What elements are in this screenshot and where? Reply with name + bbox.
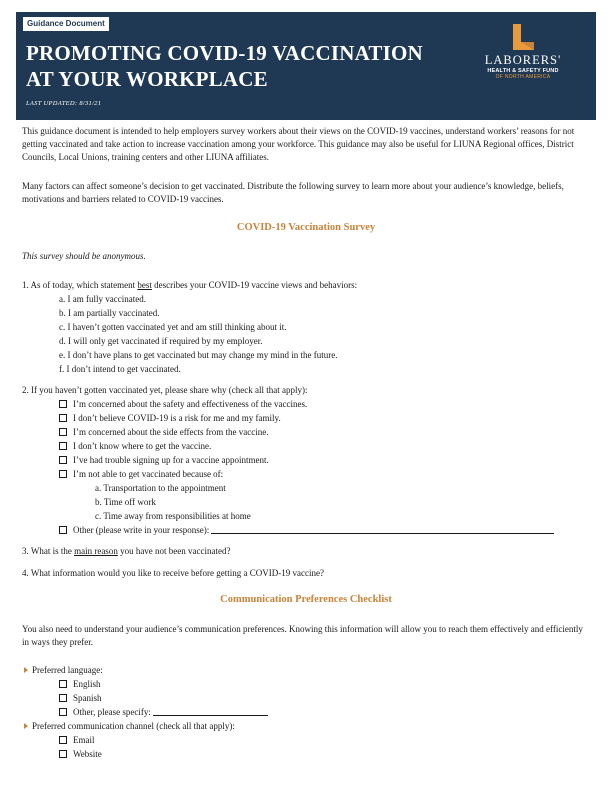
q1-option[interactable]: e. I don’t have plans to get vaccinated but may change my mind in the future. bbox=[59, 350, 338, 360]
checkbox-label: I’m not able to get vaccinated because of: bbox=[73, 469, 224, 479]
q1-option[interactable]: d. I will only get vaccinated if required by my employer. bbox=[59, 336, 263, 346]
q2-checkbox-item[interactable] bbox=[59, 398, 307, 411]
logo-subtitle-region: OF NORTH AMERICA bbox=[495, 74, 551, 80]
checkbox-label: I don’t believe COVID-19 is a risk for me and my family. bbox=[73, 413, 281, 423]
q2-sub-option: a. Transportation to the appointment bbox=[95, 483, 226, 493]
question-3 bbox=[22, 545, 231, 558]
question-1-emphasis: best bbox=[137, 280, 152, 290]
q1-option[interactable]: c. I haven’t gotten vaccinated yet and am still thinking about it. bbox=[59, 322, 287, 332]
channel-label bbox=[24, 720, 235, 733]
checkbox-label: I don’t know where to get the vaccine. bbox=[73, 441, 212, 451]
language-option-other[interactable] bbox=[59, 706, 268, 719]
question-3-emphasis: main reason bbox=[74, 546, 118, 556]
language-label bbox=[24, 664, 103, 677]
channel-option[interactable] bbox=[59, 734, 95, 747]
last-updated: LAST UPDATED: 8/31/21 bbox=[26, 100, 102, 107]
checkbox-label: English bbox=[73, 679, 101, 689]
question-3-text: 3. What is the bbox=[22, 546, 75, 556]
checkbox[interactable] bbox=[59, 442, 67, 450]
triangle-bullet-icon bbox=[24, 667, 28, 673]
logo-name: LABORERS' bbox=[484, 53, 562, 67]
header-banner bbox=[16, 12, 596, 120]
intro-paragraph-2: Many factors can affect someone’s decision to get vaccinated. Distribute the following survey to learn more about your audience’s knowledge, beliefs, motivations and barriers related to COVID-19 vaccines. bbox=[22, 181, 564, 204]
question-4: 4. What information would you like to receive before getting a COVID-19 vaccine? bbox=[22, 568, 324, 578]
language-option[interactable] bbox=[59, 678, 101, 691]
checkbox[interactable] bbox=[59, 414, 67, 422]
checkbox-label: I’ve had trouble signing up for a vaccine appointment. bbox=[73, 455, 269, 465]
checkbox-label: Email bbox=[73, 735, 95, 745]
checkbox[interactable] bbox=[59, 750, 67, 758]
question-3-text-end: you have not been vaccinated? bbox=[117, 546, 231, 556]
q2-checkbox-item[interactable] bbox=[59, 440, 211, 453]
q2-checkbox-other[interactable] bbox=[59, 524, 554, 537]
question-1-text-end: describes your COVID-19 vaccine views and behaviors: bbox=[151, 280, 358, 290]
language-label-text: Preferred language: bbox=[32, 665, 103, 675]
checkbox-label: Website bbox=[73, 749, 102, 759]
survey-note: This survey should be anonymous. bbox=[22, 251, 146, 261]
q1-option[interactable]: a. I am fully vaccinated. bbox=[59, 294, 146, 304]
q2-checkbox-item[interactable] bbox=[59, 468, 223, 481]
question-2: 2. If you haven’t gotten vaccinated yet, please share why (check all that apply): bbox=[22, 385, 308, 395]
triangle-bullet-icon bbox=[24, 723, 28, 729]
laborers-logo bbox=[468, 22, 578, 80]
checkbox[interactable] bbox=[59, 456, 67, 464]
write-in-line[interactable] bbox=[153, 707, 268, 716]
laborers-l-icon bbox=[508, 22, 538, 52]
q2-checkbox-item[interactable] bbox=[59, 454, 269, 467]
survey-title: COVID-19 Vaccination Survey bbox=[236, 222, 376, 233]
checkbox[interactable] bbox=[59, 526, 67, 534]
q1-option[interactable]: b. I am partially vaccinated. bbox=[59, 308, 160, 318]
checkbox[interactable] bbox=[59, 680, 67, 688]
checkbox[interactable] bbox=[59, 694, 67, 702]
checkbox[interactable] bbox=[59, 470, 67, 478]
q2-sub-option: c. Time away from responsibilities at home bbox=[95, 511, 251, 521]
question-1 bbox=[22, 279, 357, 292]
checkbox-label: Other, please specify: bbox=[73, 707, 151, 717]
checkbox-label: Other (please write in your response): bbox=[73, 525, 210, 535]
document-tag: Guidance Document bbox=[23, 17, 109, 31]
page-title bbox=[26, 40, 456, 92]
channel-label-text: Preferred communication channel (check all that apply): bbox=[32, 721, 235, 731]
language-option[interactable] bbox=[59, 692, 102, 705]
checkbox[interactable] bbox=[59, 400, 67, 408]
write-in-line[interactable] bbox=[211, 525, 554, 534]
comm-title: Communication Preferences Checklist bbox=[220, 594, 392, 605]
title-line-2: AT YOUR WORKPLACE bbox=[26, 67, 268, 91]
checkbox[interactable] bbox=[59, 708, 67, 716]
checkbox[interactable] bbox=[59, 428, 67, 436]
comm-intro: You also need to understand your audience’s communication preferences. Knowing this information will allow you to reach them effectively and efficiently in ways they prefer. bbox=[22, 624, 583, 647]
title-line-1: PROMOTING COVID-19 VACCINATION bbox=[26, 41, 423, 65]
checkbox-label: I’m concerned about the side effects from the vaccine. bbox=[73, 427, 269, 437]
intro-paragraph-1: This guidance document is intended to help employers survey workers about their views on the COVID-19 vaccines, understand workers’ reasons for not getting vaccinated and take action to increase vaccination among your workforce. This guidance may also be useful for LIUNA Regional offices, District Councils, Local Unions, training centers and other LIUNA affiliates. bbox=[22, 126, 575, 162]
q2-checkbox-item[interactable] bbox=[59, 426, 269, 439]
logo-subtitle: HEALTH & SAFETY FUND bbox=[487, 68, 559, 74]
question-1-text: 1. As of today, which statement bbox=[22, 280, 138, 290]
q2-sub-option: b. Time off work bbox=[95, 497, 156, 507]
q1-option[interactable]: f. I don’t intend to get vaccinated. bbox=[59, 364, 181, 374]
q2-checkbox-item[interactable] bbox=[59, 412, 281, 425]
checkbox-label: Spanish bbox=[73, 693, 102, 703]
channel-option[interactable] bbox=[59, 748, 102, 761]
checkbox-label: I’m concerned about the safety and effectiveness of the vaccines. bbox=[73, 399, 308, 409]
checkbox[interactable] bbox=[59, 736, 67, 744]
